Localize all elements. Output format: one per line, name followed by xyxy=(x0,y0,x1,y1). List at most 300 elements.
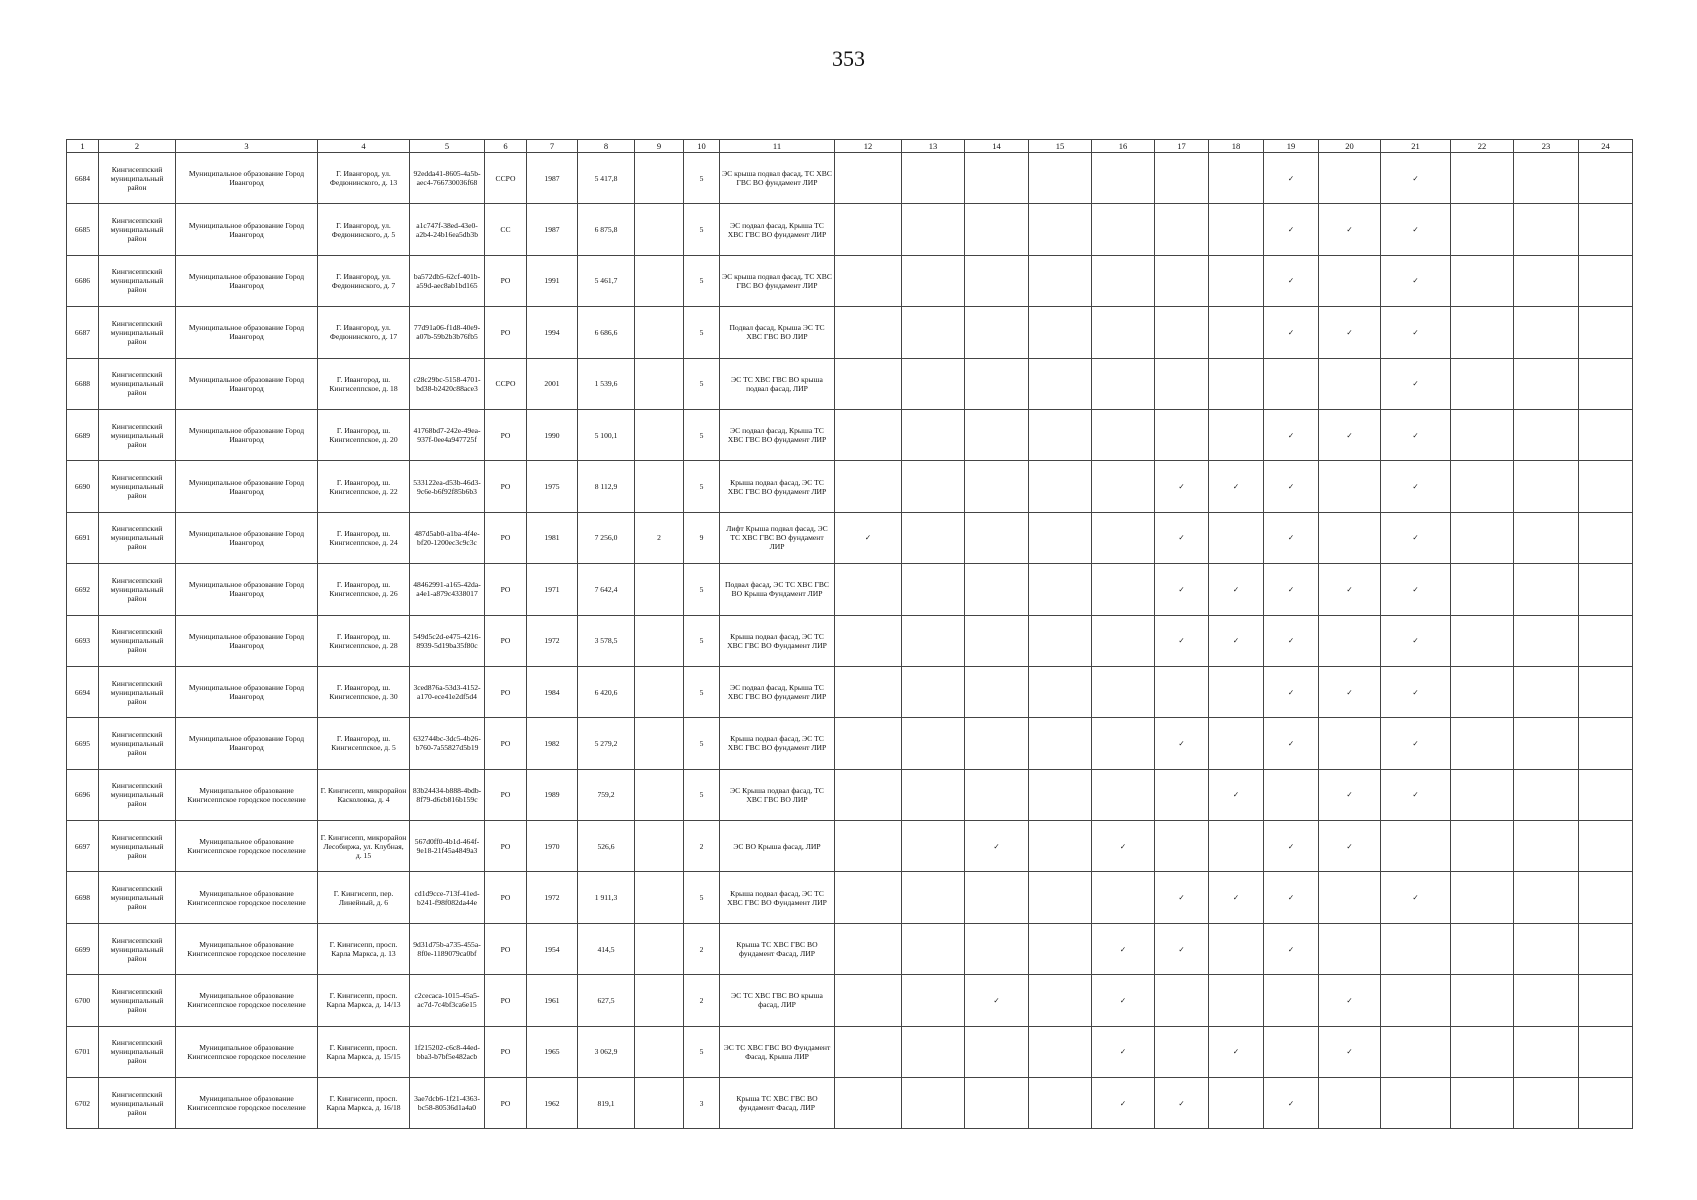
area-cell: 8 112,9 xyxy=(578,461,635,512)
column-6-cell: РО xyxy=(485,307,527,358)
house-id-cell: 549d5c2d-e475-4216-8939-5d19ba35f80c xyxy=(410,615,485,666)
works-list-cell: Крыша подвал фасад, ЭС ТС ХВС ГВС ВО Фундамент ЛИР xyxy=(720,872,835,923)
column-9-cell xyxy=(635,153,684,204)
empty-cell xyxy=(1029,255,1092,306)
empty-cell xyxy=(1579,975,1633,1026)
checkmark-icon: ✓ xyxy=(1381,872,1451,923)
column-10-cell: 5 xyxy=(684,358,720,409)
checkmark-icon: ✓ xyxy=(1319,564,1381,615)
empty-cell xyxy=(965,666,1029,717)
empty-cell xyxy=(965,307,1029,358)
empty-cell xyxy=(1579,461,1633,512)
checkmark-icon: ✓ xyxy=(1264,307,1319,358)
column-9-cell: 2 xyxy=(635,512,684,563)
empty-cell xyxy=(1579,255,1633,306)
checkmark-icon: ✓ xyxy=(1155,923,1209,974)
checkmark-icon: ✓ xyxy=(1209,769,1264,820)
table-row xyxy=(67,204,1633,255)
empty-cell xyxy=(1155,358,1209,409)
empty-cell xyxy=(902,409,965,460)
checkmark-icon: ✓ xyxy=(1381,153,1451,204)
column-10-cell: 2 xyxy=(684,923,720,974)
empty-cell xyxy=(902,153,965,204)
checkmark-icon: ✓ xyxy=(1209,564,1264,615)
empty-cell xyxy=(835,769,902,820)
address-cell: Г. Кингисепп, просп. Карла Маркса, д. 16/18 xyxy=(318,1078,410,1129)
house-id-cell: 487d5ab0-a1ba-4f4e-bf20-1200ec3c9c3c xyxy=(410,512,485,563)
house-id-cell: 41768bd7-242e-49ea-937f-0ee4a947725f xyxy=(410,409,485,460)
works-list-cell: Подвал фасад, ЭС ТС ХВС ГВС ВО Крыша Фундамент ЛИР xyxy=(720,564,835,615)
empty-cell xyxy=(1092,358,1155,409)
column-10-cell: 5 xyxy=(684,615,720,666)
address-cell: Г. Ивангород, ш. Кингисеппское, д. 20 xyxy=(318,409,410,460)
address-cell: Г. Кингисепп, пер. Линейный, д. 6 xyxy=(318,872,410,923)
column-header-13: 13 xyxy=(902,140,965,153)
column-6-cell: РО xyxy=(485,512,527,563)
column-9-cell xyxy=(635,821,684,872)
address-cell: Г. Ивангород, ул. Федюнинского, д. 5 xyxy=(318,204,410,255)
checkmark-icon: ✓ xyxy=(1155,718,1209,769)
house-id-cell: 632744bc-3dc5-4b26-b760-7a55827d5b19 xyxy=(410,718,485,769)
empty-cell xyxy=(1514,615,1579,666)
address-cell: Г. Кингисепп, микрорайон Лесобиржа, ул. Клубная, д. 15 xyxy=(318,821,410,872)
empty-cell xyxy=(1579,307,1633,358)
house-id-cell: 1f215202-c6c8-44ed-bba3-b7bf5e482acb xyxy=(410,1026,485,1077)
empty-cell xyxy=(1451,1078,1514,1129)
empty-cell xyxy=(1209,307,1264,358)
empty-cell xyxy=(1319,358,1381,409)
empty-cell xyxy=(1029,1026,1092,1077)
table-row xyxy=(67,358,1633,409)
district-cell: Кингисеппский муниципальный район xyxy=(99,564,176,615)
address-cell: Г. Ивангород, ш. Кингисеппское, д. 18 xyxy=(318,358,410,409)
empty-cell xyxy=(1319,512,1381,563)
empty-cell xyxy=(835,255,902,306)
checkmark-icon: ✓ xyxy=(1209,872,1264,923)
column-10-cell: 5 xyxy=(684,307,720,358)
empty-cell xyxy=(1579,153,1633,204)
empty-cell xyxy=(835,204,902,255)
empty-cell xyxy=(1209,923,1264,974)
empty-cell xyxy=(1451,153,1514,204)
empty-cell xyxy=(835,307,902,358)
empty-cell xyxy=(1092,769,1155,820)
works-list-cell: ЭС ТС ХВС ГВС ВО крыша фасад, ЛИР xyxy=(720,975,835,1026)
checkmark-icon: ✓ xyxy=(1319,307,1381,358)
empty-cell xyxy=(1264,769,1319,820)
empty-cell xyxy=(1451,409,1514,460)
empty-cell xyxy=(902,615,965,666)
column-9-cell xyxy=(635,872,684,923)
column-10-cell: 2 xyxy=(684,975,720,1026)
housing-register-table xyxy=(66,139,1633,1129)
column-header-22: 22 xyxy=(1451,140,1514,153)
empty-cell xyxy=(835,923,902,974)
empty-cell xyxy=(902,255,965,306)
column-6-cell: РО xyxy=(485,872,527,923)
column-6-cell: РО xyxy=(485,975,527,1026)
column-9-cell xyxy=(635,975,684,1026)
empty-cell xyxy=(1209,1078,1264,1129)
empty-cell xyxy=(1209,821,1264,872)
empty-cell xyxy=(1514,872,1579,923)
year-cell: 1984 xyxy=(527,666,578,717)
checkmark-icon: ✓ xyxy=(1209,615,1264,666)
column-header-23: 23 xyxy=(1514,140,1579,153)
checkmark-icon: ✓ xyxy=(1264,615,1319,666)
empty-cell xyxy=(965,615,1029,666)
empty-cell xyxy=(902,1026,965,1077)
empty-cell xyxy=(965,564,1029,615)
year-cell: 1981 xyxy=(527,512,578,563)
empty-cell xyxy=(1579,615,1633,666)
empty-cell xyxy=(1209,409,1264,460)
empty-cell xyxy=(902,975,965,1026)
checkmark-icon: ✓ xyxy=(1092,923,1155,974)
empty-cell xyxy=(1209,975,1264,1026)
works-list-cell: ЭС ТС ХВС ГВС ВО Фундамент Фасад, Крыша ЛИР xyxy=(720,1026,835,1077)
municipality-cell: Муниципальное образование Кингисеппское городское поселение xyxy=(176,975,318,1026)
empty-cell xyxy=(835,564,902,615)
address-cell: Г. Ивангород, ш. Кингисеппское, д. 5 xyxy=(318,718,410,769)
municipality-cell: Муниципальное образование Город Ивангород xyxy=(176,358,318,409)
column-header-2: 2 xyxy=(99,140,176,153)
empty-cell xyxy=(965,512,1029,563)
table-row xyxy=(67,872,1633,923)
empty-cell xyxy=(965,358,1029,409)
table-row xyxy=(67,1078,1633,1129)
address-cell: Г. Кингисепп, просп. Карла Маркса, д. 14/13 xyxy=(318,975,410,1026)
checkmark-icon: ✓ xyxy=(1319,1026,1381,1077)
area-cell: 6 420,6 xyxy=(578,666,635,717)
checkmark-icon: ✓ xyxy=(1381,718,1451,769)
empty-cell xyxy=(965,769,1029,820)
empty-cell xyxy=(1319,461,1381,512)
row-number-cell: 6684 xyxy=(67,153,99,204)
empty-cell xyxy=(902,358,965,409)
empty-cell xyxy=(1029,872,1092,923)
municipality-cell: Муниципальное образование Город Ивангород xyxy=(176,718,318,769)
empty-cell xyxy=(835,821,902,872)
district-cell: Кингисеппский муниципальный район xyxy=(99,409,176,460)
column-6-cell: РО xyxy=(485,769,527,820)
area-cell: 5 100,1 xyxy=(578,409,635,460)
empty-cell xyxy=(1092,153,1155,204)
column-9-cell xyxy=(635,923,684,974)
column-10-cell: 5 xyxy=(684,718,720,769)
area-cell: 759,2 xyxy=(578,769,635,820)
checkmark-icon: ✓ xyxy=(1381,409,1451,460)
empty-cell xyxy=(965,461,1029,512)
empty-cell xyxy=(902,718,965,769)
area-cell: 627,5 xyxy=(578,975,635,1026)
district-cell: Кингисеппский муниципальный район xyxy=(99,153,176,204)
year-cell: 1965 xyxy=(527,1026,578,1077)
municipality-cell: Муниципальное образование Город Ивангород xyxy=(176,615,318,666)
year-cell: 1994 xyxy=(527,307,578,358)
table-row xyxy=(67,409,1633,460)
row-number-cell: 6691 xyxy=(67,512,99,563)
area-cell: 6 686,6 xyxy=(578,307,635,358)
empty-cell xyxy=(1092,307,1155,358)
district-cell: Кингисеппский муниципальный район xyxy=(99,358,176,409)
empty-cell xyxy=(1092,615,1155,666)
checkmark-icon: ✓ xyxy=(1209,1026,1264,1077)
empty-cell xyxy=(1029,204,1092,255)
row-number-cell: 6688 xyxy=(67,358,99,409)
house-id-cell: a1c747f-38ed-43e0-a2b4-24b16ea5db3b xyxy=(410,204,485,255)
empty-cell xyxy=(1264,975,1319,1026)
column-6-cell: РО xyxy=(485,255,527,306)
checkmark-icon: ✓ xyxy=(1381,358,1451,409)
checkmark-icon: ✓ xyxy=(1264,153,1319,204)
empty-cell xyxy=(965,923,1029,974)
column-9-cell xyxy=(635,718,684,769)
district-cell: Кингисеппский муниципальный район xyxy=(99,461,176,512)
empty-cell xyxy=(1264,358,1319,409)
row-number-cell: 6686 xyxy=(67,255,99,306)
house-id-cell: 77d91a06-f1d8-40e9-a07b-59b2b3b76fb5 xyxy=(410,307,485,358)
empty-cell xyxy=(1579,358,1633,409)
district-cell: Кингисеппский муниципальный район xyxy=(99,718,176,769)
column-9-cell xyxy=(635,1026,684,1077)
empty-cell xyxy=(1319,872,1381,923)
empty-cell xyxy=(1451,461,1514,512)
empty-cell xyxy=(1451,718,1514,769)
column-header-12: 12 xyxy=(835,140,902,153)
table-row xyxy=(67,461,1633,512)
house-id-cell: 3ae7dcb6-1f21-4363-bc58-80536d1a4a0 xyxy=(410,1078,485,1129)
table-row xyxy=(67,255,1633,306)
column-header-16: 16 xyxy=(1092,140,1155,153)
area-cell: 5 279,2 xyxy=(578,718,635,769)
row-number-cell: 6695 xyxy=(67,718,99,769)
checkmark-icon: ✓ xyxy=(1319,409,1381,460)
empty-cell xyxy=(1209,255,1264,306)
empty-cell xyxy=(1029,461,1092,512)
empty-cell xyxy=(902,307,965,358)
empty-cell xyxy=(1514,923,1579,974)
checkmark-icon: ✓ xyxy=(1155,564,1209,615)
checkmark-icon: ✓ xyxy=(965,821,1029,872)
empty-cell xyxy=(1579,409,1633,460)
works-list-cell: Крыша ТС ХВС ГВС ВО фундамент Фасад, ЛИР xyxy=(720,1078,835,1129)
empty-cell xyxy=(835,358,902,409)
empty-cell xyxy=(1381,923,1451,974)
empty-cell xyxy=(835,872,902,923)
empty-cell xyxy=(835,666,902,717)
empty-cell xyxy=(1319,615,1381,666)
column-10-cell: 9 xyxy=(684,512,720,563)
column-10-cell: 3 xyxy=(684,1078,720,1129)
checkmark-icon: ✓ xyxy=(1319,204,1381,255)
empty-cell xyxy=(1514,1078,1579,1129)
column-header-10: 10 xyxy=(684,140,720,153)
empty-cell xyxy=(1579,1078,1633,1129)
house-id-cell: ba572db5-62cf-401b-a59d-aec8ab1bd165 xyxy=(410,255,485,306)
column-10-cell: 2 xyxy=(684,821,720,872)
empty-cell xyxy=(965,153,1029,204)
district-cell: Кингисеппский муниципальный район xyxy=(99,923,176,974)
column-9-cell xyxy=(635,409,684,460)
empty-cell xyxy=(1029,975,1092,1026)
address-cell: Г. Ивангород, ш. Кингисеппское, д. 28 xyxy=(318,615,410,666)
column-6-cell: СС xyxy=(485,204,527,255)
district-cell: Кингисеппский муниципальный район xyxy=(99,255,176,306)
table-row xyxy=(67,821,1633,872)
empty-cell xyxy=(1209,153,1264,204)
page-number: 353 xyxy=(832,46,865,71)
checkmark-icon: ✓ xyxy=(835,512,902,563)
empty-cell xyxy=(1029,718,1092,769)
district-cell: Кингисеппский муниципальный район xyxy=(99,512,176,563)
empty-cell xyxy=(1451,204,1514,255)
empty-cell xyxy=(1514,358,1579,409)
municipality-cell: Муниципальное образование Кингисеппское городское поселение xyxy=(176,769,318,820)
row-number-cell: 6701 xyxy=(67,1026,99,1077)
district-cell: Кингисеппский муниципальный район xyxy=(99,307,176,358)
works-list-cell: Крыша подвал фасад, ЭС ТС ХВС ГВС ВО Фундамент ЛИР xyxy=(720,615,835,666)
checkmark-icon: ✓ xyxy=(1155,512,1209,563)
empty-cell xyxy=(1451,358,1514,409)
empty-cell xyxy=(1451,975,1514,1026)
checkmark-icon: ✓ xyxy=(1381,307,1451,358)
empty-cell xyxy=(1029,923,1092,974)
address-cell: Г. Ивангород, ш. Кингисеппское, д. 30 xyxy=(318,666,410,717)
area-cell: 7 642,4 xyxy=(578,564,635,615)
address-cell: Г. Ивангород, ш. Кингисеппское, д. 22 xyxy=(318,461,410,512)
column-6-cell: РО xyxy=(485,821,527,872)
column-9-cell xyxy=(635,307,684,358)
column-header-8: 8 xyxy=(578,140,635,153)
empty-cell xyxy=(1381,1026,1451,1077)
column-header-14: 14 xyxy=(965,140,1029,153)
area-cell: 3 062,9 xyxy=(578,1026,635,1077)
empty-cell xyxy=(902,666,965,717)
column-10-cell: 5 xyxy=(684,461,720,512)
municipality-cell: Муниципальное образование Кингисеппское городское поселение xyxy=(176,923,318,974)
checkmark-icon: ✓ xyxy=(1381,666,1451,717)
checkmark-icon: ✓ xyxy=(1092,821,1155,872)
district-cell: Кингисеппский муниципальный район xyxy=(99,821,176,872)
row-number-cell: 6698 xyxy=(67,872,99,923)
empty-cell xyxy=(1209,666,1264,717)
table-row xyxy=(67,307,1633,358)
checkmark-icon: ✓ xyxy=(1264,872,1319,923)
area-cell: 6 875,8 xyxy=(578,204,635,255)
empty-cell xyxy=(1092,204,1155,255)
empty-cell xyxy=(1579,204,1633,255)
year-cell: 1991 xyxy=(527,255,578,306)
municipality-cell: Муниципальное образование Кингисеппское городское поселение xyxy=(176,1078,318,1129)
table-row xyxy=(67,923,1633,974)
checkmark-icon: ✓ xyxy=(1264,461,1319,512)
works-list-cell: Крыша подвал фасад, ЭС ТС ХВС ГВС ВО фундамент ЛИР xyxy=(720,718,835,769)
year-cell: 1972 xyxy=(527,615,578,666)
empty-cell xyxy=(1514,512,1579,563)
empty-cell xyxy=(835,975,902,1026)
year-cell: 1971 xyxy=(527,564,578,615)
area-cell: 1 539,6 xyxy=(578,358,635,409)
year-cell: 1954 xyxy=(527,923,578,974)
municipality-cell: Муниципальное образование Город Ивангород xyxy=(176,461,318,512)
area-cell: 7 256,0 xyxy=(578,512,635,563)
empty-cell xyxy=(1451,512,1514,563)
year-cell: 1962 xyxy=(527,1078,578,1129)
column-header-7: 7 xyxy=(527,140,578,153)
empty-cell xyxy=(1451,1026,1514,1077)
checkmark-icon: ✓ xyxy=(1381,564,1451,615)
empty-cell xyxy=(1579,821,1633,872)
empty-cell xyxy=(1514,821,1579,872)
year-cell: 1970 xyxy=(527,821,578,872)
empty-cell xyxy=(1155,255,1209,306)
empty-cell xyxy=(1451,564,1514,615)
column-6-cell: РО xyxy=(485,666,527,717)
empty-cell xyxy=(1579,718,1633,769)
empty-cell xyxy=(1514,204,1579,255)
empty-cell xyxy=(902,461,965,512)
municipality-cell: Муниципальное образование Город Ивангород xyxy=(176,204,318,255)
checkmark-icon: ✓ xyxy=(1319,666,1381,717)
empty-cell xyxy=(1155,975,1209,1026)
empty-cell xyxy=(1209,358,1264,409)
area-cell: 3 578,5 xyxy=(578,615,635,666)
checkmark-icon: ✓ xyxy=(1381,204,1451,255)
empty-cell xyxy=(902,564,965,615)
checkmark-icon: ✓ xyxy=(1155,872,1209,923)
empty-cell xyxy=(1092,461,1155,512)
empty-cell xyxy=(1155,409,1209,460)
table-row xyxy=(67,615,1633,666)
empty-cell xyxy=(1381,821,1451,872)
works-list-cell: ЭС ТС ХВС ГВС ВО крыша подвал фасад, ЛИР xyxy=(720,358,835,409)
column-6-cell: РО xyxy=(485,461,527,512)
column-9-cell xyxy=(635,564,684,615)
checkmark-icon: ✓ xyxy=(1319,769,1381,820)
empty-cell xyxy=(1514,564,1579,615)
year-cell: 1972 xyxy=(527,872,578,923)
table-row xyxy=(67,512,1633,563)
area-cell: 5 417,8 xyxy=(578,153,635,204)
checkmark-icon: ✓ xyxy=(1264,512,1319,563)
row-number-cell: 6689 xyxy=(67,409,99,460)
works-list-cell: ЭС ВО Крыша фасад, ЛИР xyxy=(720,821,835,872)
empty-cell xyxy=(1451,821,1514,872)
empty-cell xyxy=(902,769,965,820)
empty-cell xyxy=(1514,409,1579,460)
address-cell: Г. Кингисепп, микрорайон Касколовка, д. 4 xyxy=(318,769,410,820)
district-cell: Кингисеппский муниципальный район xyxy=(99,872,176,923)
house-id-cell: cd1d9cce-713f-41ed-b241-f98f082da44e xyxy=(410,872,485,923)
empty-cell xyxy=(1155,769,1209,820)
column-9-cell xyxy=(635,204,684,255)
checkmark-icon: ✓ xyxy=(1092,1078,1155,1129)
empty-cell xyxy=(1579,666,1633,717)
column-header-21: 21 xyxy=(1381,140,1451,153)
row-number-cell: 6693 xyxy=(67,615,99,666)
empty-cell xyxy=(1029,1078,1092,1129)
empty-cell xyxy=(965,409,1029,460)
municipality-cell: Муниципальное образование Кингисеппское городское поселение xyxy=(176,1026,318,1077)
checkmark-icon: ✓ xyxy=(1155,1078,1209,1129)
row-number-cell: 6690 xyxy=(67,461,99,512)
empty-cell xyxy=(835,461,902,512)
municipality-cell: Муниципальное образование Город Ивангород xyxy=(176,153,318,204)
empty-cell xyxy=(1029,615,1092,666)
address-cell: Г. Ивангород, ул. Федюнинского, д. 13 xyxy=(318,153,410,204)
district-cell: Кингисеппский муниципальный район xyxy=(99,1026,176,1077)
